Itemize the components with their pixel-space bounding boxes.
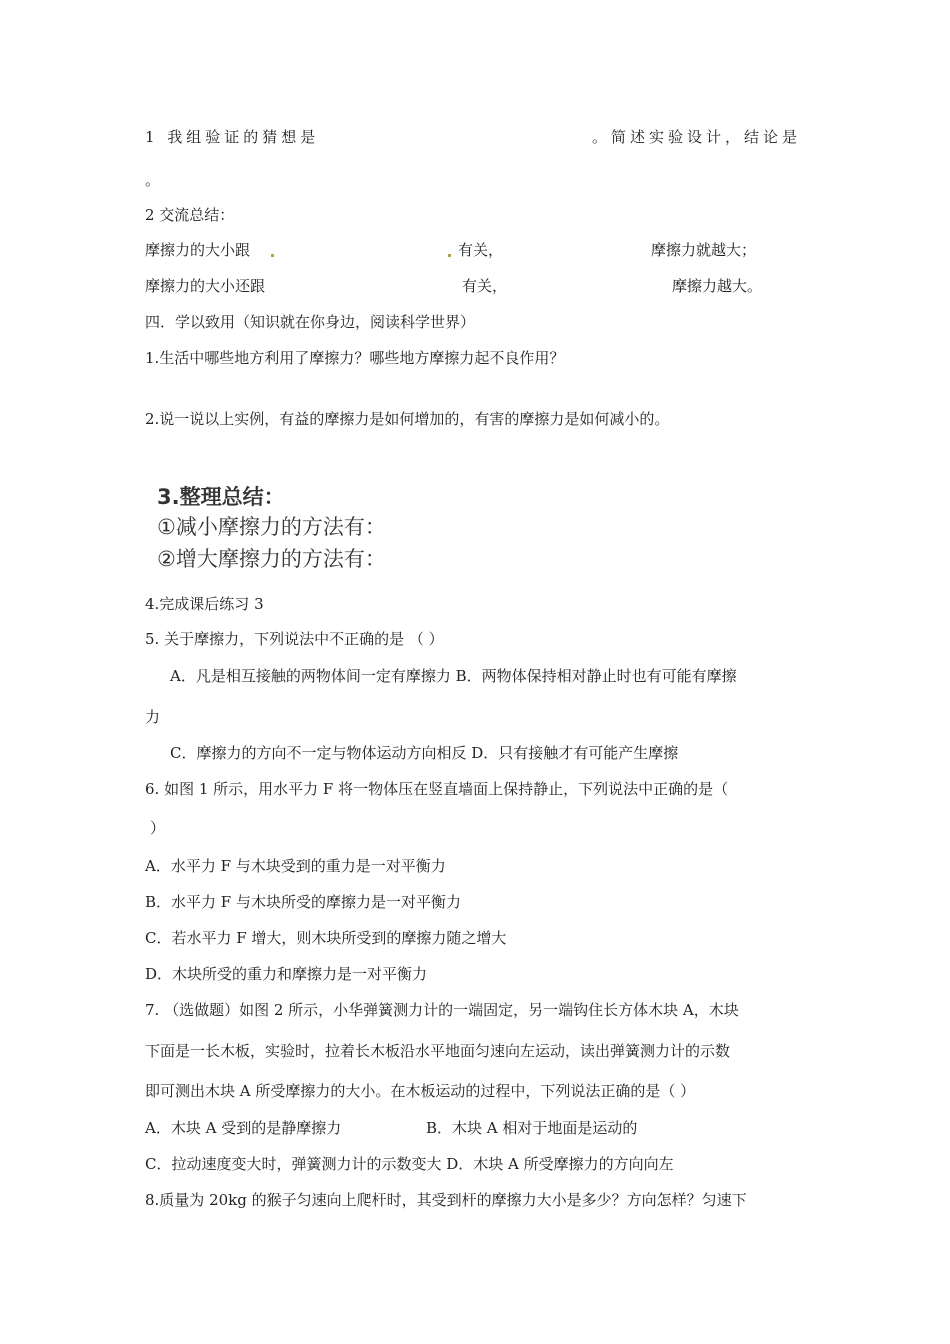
question-7-option-b: B．木块 A 相对于地面是运动的 [426, 1119, 638, 1137]
question-7-options-cd: C．拉动速度变大时，弹簧测力计的示数变大 D．木块 A 所受摩擦力的方向向左 [145, 1155, 674, 1173]
question-7-line3: 即可测出木块 A 所受摩擦力的大小。在木板运动的过程中，下列说法正确的是（ ） [145, 1082, 696, 1100]
question-6: 6. 如图 1 所示，用水平力 F 将一物体压在竖直墙面上保持静止，下列说法中正确的是（ [145, 780, 729, 798]
question-5-options-cd: C．摩擦力的方向不一定与物体运动方向相反 D．只有接触才有可能产生摩擦 [170, 744, 679, 762]
summary-image-reduce: ①减小摩擦力的方法有： [157, 515, 386, 539]
summary-line1-a: 摩擦力的大小跟 [145, 241, 251, 259]
summary-image [155, 480, 405, 580]
summary-line1-b: 有关， [458, 241, 504, 259]
summary-line2-b: 有关， [462, 277, 508, 295]
summary-image-title: 3.整理总结： [157, 485, 285, 509]
summary-line2-a: 摩擦力的大小还跟 [145, 277, 266, 295]
question-5-options-ab-cont: 力 [145, 708, 161, 726]
question-5: 5. 关于摩擦力，下列说法中不正确的是 （ ） [145, 630, 444, 648]
hypothesis-prompt-end: 。 [145, 171, 161, 189]
question-6-cont: ） [150, 819, 166, 837]
summary-heading: 2 交流总结： [145, 206, 235, 224]
question-6-option-c: C．若水平力 F 增大，则木块所受到的摩擦力随之增大 [145, 929, 507, 947]
question-2: 2.说一说以上实例，有益的摩擦力是如何增加的，有害的摩擦力是如何减小的。 [145, 410, 670, 428]
question-7-option-a: A．木块 A 受到的是静摩擦力 [145, 1119, 342, 1137]
question-6-option-a: A．水平力 F 与木块受到的重力是一对平衡力 [145, 857, 446, 875]
hypothesis-prompt: 1 我组验证的猜想是 [145, 128, 320, 146]
question-1: 1.生活中哪些地方利用了摩擦力？哪些地方摩擦力起不良作用？ [145, 349, 565, 367]
summary-line1-c: 摩擦力就越大； [651, 241, 757, 259]
question-8: 8.质量为 20kg 的猴子匀速向上爬杆时，其受到杆的摩擦力大小是多少？方向怎样？匀速下 [145, 1191, 747, 1209]
experiment-prompt: 。简述实验设计，结论是 [592, 128, 802, 146]
question-6-option-b: B．水平力 F 与木块所受的摩擦力是一对平衡力 [145, 893, 461, 911]
question-7-line2: 下面是一长木板，实验时，拉着长木板沿水平地面匀速向左运动，读出弹簧测力计的示数 [145, 1042, 731, 1060]
question-4: 4.完成课后练习 3 [145, 595, 264, 613]
question-5-options-ab: A．凡是相互接触的两物体间一定有摩擦力 B．两物体保持相对静止时也有可能有摩擦 [170, 667, 737, 685]
summary-image-increase: ②增大摩擦力的方法有： [157, 547, 386, 571]
question-7-line1: 7. （选做题）如图 2 所示，小华弹簧测力计的一端固定，另一端钩住长方体木块 A，木块 [145, 1001, 739, 1019]
summary-line2-c: 摩擦力越大。 [672, 277, 763, 295]
mark-dot [448, 254, 451, 257]
question-6-option-d: D．木块所受的重力和摩擦力是一对平衡力 [145, 965, 428, 983]
section-four-heading: 四．学以致用（知识就在你身边，阅读科学世界） [145, 313, 476, 331]
mark-dot [271, 254, 274, 257]
